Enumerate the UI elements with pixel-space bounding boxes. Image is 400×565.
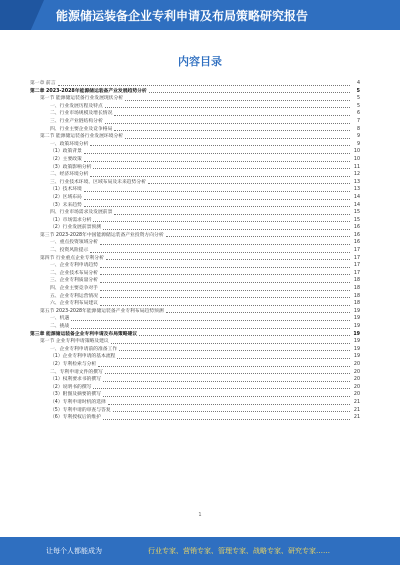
toc-entry-title: 第一节 能源储运装备行业发展现状分析 <box>40 96 124 102</box>
toc-entry-title: 二、企业技术布局分析 <box>50 270 98 276</box>
toc-entry-page: 15 <box>353 217 360 223</box>
toc-entry-page: 18 <box>353 293 360 299</box>
toc-entry-page: 15 <box>353 210 360 216</box>
toc-entry-page: 9 <box>356 141 360 147</box>
toc-entry[interactable] <box>30 376 360 384</box>
toc-leader-dots <box>119 350 350 351</box>
toc-entry[interactable] <box>30 338 360 346</box>
toc-leader-dots <box>100 267 350 268</box>
toc-entry-page: 18 <box>353 278 360 284</box>
toc-entry-page: 8 <box>356 126 360 132</box>
toc-entry[interactable] <box>30 414 360 422</box>
toc-entry[interactable] <box>30 331 360 339</box>
toc-entry-page: 19 <box>353 346 360 352</box>
toc-leader-dots <box>103 229 350 230</box>
toc-leader-dots <box>113 411 350 412</box>
toc-leader-dots <box>71 320 350 321</box>
toc-leader-dots <box>84 153 350 154</box>
toc-entry-title: 三、行业技术环境、区域布局及未来趋势分析 <box>50 179 146 185</box>
toc-entry-page: 17 <box>353 270 360 276</box>
toc-entry[interactable] <box>30 80 360 88</box>
toc-entry-title: 二、行业市场规模及增长情况 <box>50 111 113 117</box>
toc-leader-dots <box>98 366 350 367</box>
toc-entry[interactable] <box>30 110 360 118</box>
toc-entry[interactable] <box>30 217 360 225</box>
toc-leader-dots <box>103 396 350 397</box>
toc-entry-title: 四、行业市场需求及发展前景 <box>50 210 113 216</box>
toc-entry[interactable] <box>30 164 360 172</box>
toc-entry[interactable] <box>30 156 360 164</box>
toc-entry-title: （3）未来趋势 <box>50 202 82 208</box>
toc-entry-title: （2）区域布局 <box>50 194 82 200</box>
toc-entry[interactable] <box>30 262 360 270</box>
toc-entry-page: 17 <box>353 248 360 254</box>
toc-entry-title: 一、机遇 <box>50 316 70 322</box>
toc-entry-title: （1）技术环境 <box>50 187 82 193</box>
toc-entry[interactable] <box>30 239 360 247</box>
toc-entry-page: 20 <box>353 384 360 390</box>
toc-entry[interactable] <box>30 308 360 316</box>
toc-entry-title: 第五节 2023-2028年能源储运装备产业专利布局趋势预测 <box>40 308 164 314</box>
toc-entry-page: 16 <box>353 232 360 238</box>
toc-leader-dots <box>114 115 350 116</box>
toc-entry-page: 20 <box>353 377 360 383</box>
toc-entry-page: 19 <box>353 324 360 329</box>
table-of-contents <box>30 80 360 422</box>
toc-entry-title: 一、政策环境分析 <box>50 141 89 147</box>
toc-leader-dots <box>106 259 350 260</box>
toc-entry[interactable] <box>30 148 360 156</box>
toc-leader-dots <box>84 206 350 207</box>
toc-leader-dots <box>125 138 350 139</box>
toc-entry-page: 14 <box>353 194 360 200</box>
toc-entry[interactable] <box>30 353 360 361</box>
toc-leader-dots <box>105 107 350 108</box>
footer-slogan: 让每个人都能成为 <box>46 547 102 555</box>
toc-entry-page: 16 <box>353 240 360 246</box>
toc-entry[interactable] <box>30 300 360 308</box>
toc-leader-dots <box>100 244 350 245</box>
toc-leader-dots <box>117 358 350 359</box>
toc-leader-dots <box>166 236 350 237</box>
toc-leader-dots <box>114 214 350 215</box>
toc-entry-title: 第二节 能源储运装备行业发展环境分析 <box>40 134 124 140</box>
toc-leader-dots <box>103 381 350 382</box>
toc-entry-title: （6）专利授权后的维护 <box>50 415 102 421</box>
toc-entry[interactable] <box>30 361 360 369</box>
toc-entry-title: （3）政策影响分析 <box>50 164 92 170</box>
toc-leader-dots <box>108 404 350 405</box>
toc-entry-title: 五、企业专利运营情况 <box>50 293 98 299</box>
toc-leader-dots <box>148 183 350 184</box>
toc-entry[interactable] <box>30 95 360 103</box>
toc-entry-title: （2）主要政策 <box>50 156 82 162</box>
toc-entry-title: 一、重点投资领域分析 <box>50 240 98 246</box>
toc-entry[interactable] <box>30 399 360 407</box>
toc-entry[interactable] <box>30 384 360 392</box>
toc-entry[interactable] <box>30 171 360 179</box>
toc-entry-title: （3）附图及摘要的撰写 <box>50 392 102 398</box>
toc-entry[interactable] <box>30 202 360 210</box>
toc-leader-dots <box>58 85 350 86</box>
toc-entry-page: 20 <box>353 369 360 375</box>
toc-entry-title: 三、企业专利质量分析 <box>50 278 98 284</box>
toc-entry-title: 第二章 2023-2028年能源储运装备产业发展趋势分析 <box>30 88 147 94</box>
report-title: 能源储运装备企业专利申请及布局策略研究报告 <box>56 9 309 23</box>
toc-entry-title: 第四节 行业重点企业专利分析 <box>40 255 104 261</box>
toc-leader-dots <box>71 328 350 329</box>
toc-leader-dots <box>105 373 350 374</box>
toc-entry-page: 21 <box>353 407 360 413</box>
toc-entry[interactable] <box>30 277 360 285</box>
toc-entry[interactable] <box>30 133 360 141</box>
toc-entry-title: 一、行业发展历程及特点 <box>50 103 103 109</box>
toc-entry[interactable] <box>30 141 360 149</box>
toc-entry-page: 10 <box>353 156 360 162</box>
toc-leader-dots <box>93 168 350 169</box>
toc-entry[interactable] <box>30 126 360 134</box>
toc-entry[interactable] <box>30 103 360 111</box>
toc-entry-title: 二、专利申请文件的撰写 <box>50 369 103 375</box>
toc-leader-dots <box>139 335 350 336</box>
toc-entry[interactable] <box>30 88 360 96</box>
toc-entry[interactable] <box>30 369 360 377</box>
toc-entry-title: 三、行业产业链结构分析 <box>50 118 103 124</box>
toc-entry-page: 7 <box>356 118 360 124</box>
toc-leader-dots <box>103 419 350 420</box>
toc-entry-title: （1）企业专利申请的基本流程 <box>50 354 116 360</box>
toc-entry-page: 17 <box>353 255 360 261</box>
toc-entry-title: 第三节 2023-2028年中国能源储运装备产业投资方向分析 <box>40 232 164 238</box>
toc-entry-title: 二、经济环境分析 <box>50 172 89 178</box>
toc-entry[interactable] <box>30 118 360 126</box>
toc-entry-title: 二、投资风险提示 <box>50 248 89 254</box>
toc-leader-dots <box>93 388 350 389</box>
toc-leader-dots <box>84 161 350 162</box>
page-number: 1 <box>198 512 202 518</box>
toc-entry-page: 20 <box>353 392 360 398</box>
toc-entry-page: 4 <box>356 81 360 86</box>
toc-entry-page: 13 <box>353 187 360 193</box>
toc-entry-page: 19 <box>353 308 360 314</box>
toc-entry-page: 13 <box>353 179 360 185</box>
toc-leader-dots <box>84 191 350 192</box>
toc-entry-page: 5 <box>356 103 360 109</box>
toc-entry[interactable] <box>30 293 360 301</box>
toc-entry-page: 21 <box>353 415 360 421</box>
toc-entry[interactable] <box>30 186 360 194</box>
toc-entry[interactable] <box>30 391 360 399</box>
toc-entry-page: 14 <box>353 202 360 208</box>
toc-entry-page: 21 <box>353 399 360 405</box>
toc-entry-title: 第一节 企业专利申请策略及建议 <box>40 339 109 345</box>
toc-entry-page: 17 <box>353 263 360 269</box>
toc-entry-page: 11 <box>353 164 360 170</box>
toc-entry-page: 19 <box>353 331 360 337</box>
toc-entry-page: 5 <box>356 96 360 102</box>
toc-leader-dots <box>149 92 350 93</box>
toc-entry-page: 18 <box>353 286 360 292</box>
toc-entry-title: （4）专利申请时机的选择 <box>50 399 106 405</box>
toc-entry[interactable] <box>30 224 360 232</box>
toc-entry-page: 19 <box>353 316 360 322</box>
toc-leader-dots <box>100 274 350 275</box>
toc-entry-page: 20 <box>353 361 360 367</box>
toc-entry[interactable] <box>30 209 360 217</box>
toc-entry-page: 10 <box>353 149 360 155</box>
toc-leader-dots <box>90 145 350 146</box>
toc-leader-dots <box>111 343 350 344</box>
toc-entry-title: （2）说明书的撰写 <box>50 384 92 390</box>
toc-entry[interactable] <box>30 255 360 263</box>
toc-entry[interactable] <box>30 179 360 187</box>
toc-entry-page: 19 <box>353 339 360 345</box>
toc-entry-title: 一、企业专利申请趋势 <box>50 263 98 269</box>
toc-entry[interactable] <box>30 247 360 255</box>
toc-leader-dots <box>100 290 350 291</box>
toc-entry-title: （5）专利申请的审查与答复 <box>50 407 111 413</box>
footer-band <box>0 537 400 565</box>
toc-entry-title: 一、企业专利申请前的准备工作 <box>50 346 118 352</box>
toc-entry[interactable] <box>30 346 360 354</box>
toc-leader-dots <box>100 282 350 283</box>
toc-entry[interactable] <box>30 194 360 202</box>
toc-leader-dots <box>105 123 350 124</box>
toc-entry-title: （1）权利要求书的撰写 <box>50 377 102 383</box>
toc-entry-title: 六、企业专利布局建议 <box>50 301 98 307</box>
toc-heading: 内容目录 <box>178 55 222 68</box>
header-accent <box>0 0 44 30</box>
toc-entry[interactable] <box>30 315 360 323</box>
toc-leader-dots <box>100 297 350 298</box>
toc-entry-title: 第三章 能源储运装备企业专利申请及布局策略建议 <box>30 331 138 337</box>
toc-entry-title: （1）市场需求分析 <box>50 217 92 223</box>
toc-entry[interactable] <box>30 323 360 331</box>
toc-entry[interactable] <box>30 407 360 415</box>
toc-entry-page: 5 <box>356 88 360 94</box>
toc-leader-dots <box>114 130 350 131</box>
toc-entry[interactable] <box>30 270 360 278</box>
header-band <box>0 0 400 30</box>
toc-leader-dots <box>90 176 350 177</box>
toc-entry-title: （2）行业发展前景预测 <box>50 225 102 231</box>
toc-leader-dots <box>84 199 350 200</box>
toc-leader-dots <box>166 312 350 313</box>
toc-entry-page: 19 <box>353 354 360 360</box>
toc-leader-dots <box>90 252 350 253</box>
toc-entry-title: 二、挑战 <box>50 324 70 329</box>
toc-entry-title: 第一章 前言 <box>30 81 56 86</box>
toc-leader-dots <box>100 305 350 306</box>
toc-entry-title: 四、企业主要竞争对手 <box>50 286 98 292</box>
toc-entry[interactable] <box>30 232 360 240</box>
toc-entry-title: （2）专利检索与分析 <box>50 361 97 367</box>
toc-leader-dots <box>125 100 350 101</box>
toc-entry-page: 9 <box>356 134 360 140</box>
footer-roles: 行业专家、营销专家、管理专家、战略专家、研究专家…… <box>148 547 330 555</box>
toc-entry-page: 16 <box>353 225 360 231</box>
toc-entry-page: 12 <box>353 172 360 178</box>
toc-entry-title: （1）政策背景 <box>50 149 82 155</box>
toc-entry-title: 四、行业主要企业及竞争格局 <box>50 126 113 132</box>
toc-entry-page: 6 <box>356 111 360 117</box>
toc-entry[interactable] <box>30 285 360 293</box>
toc-entry-page: 18 <box>353 301 360 307</box>
toc-leader-dots <box>93 221 350 222</box>
